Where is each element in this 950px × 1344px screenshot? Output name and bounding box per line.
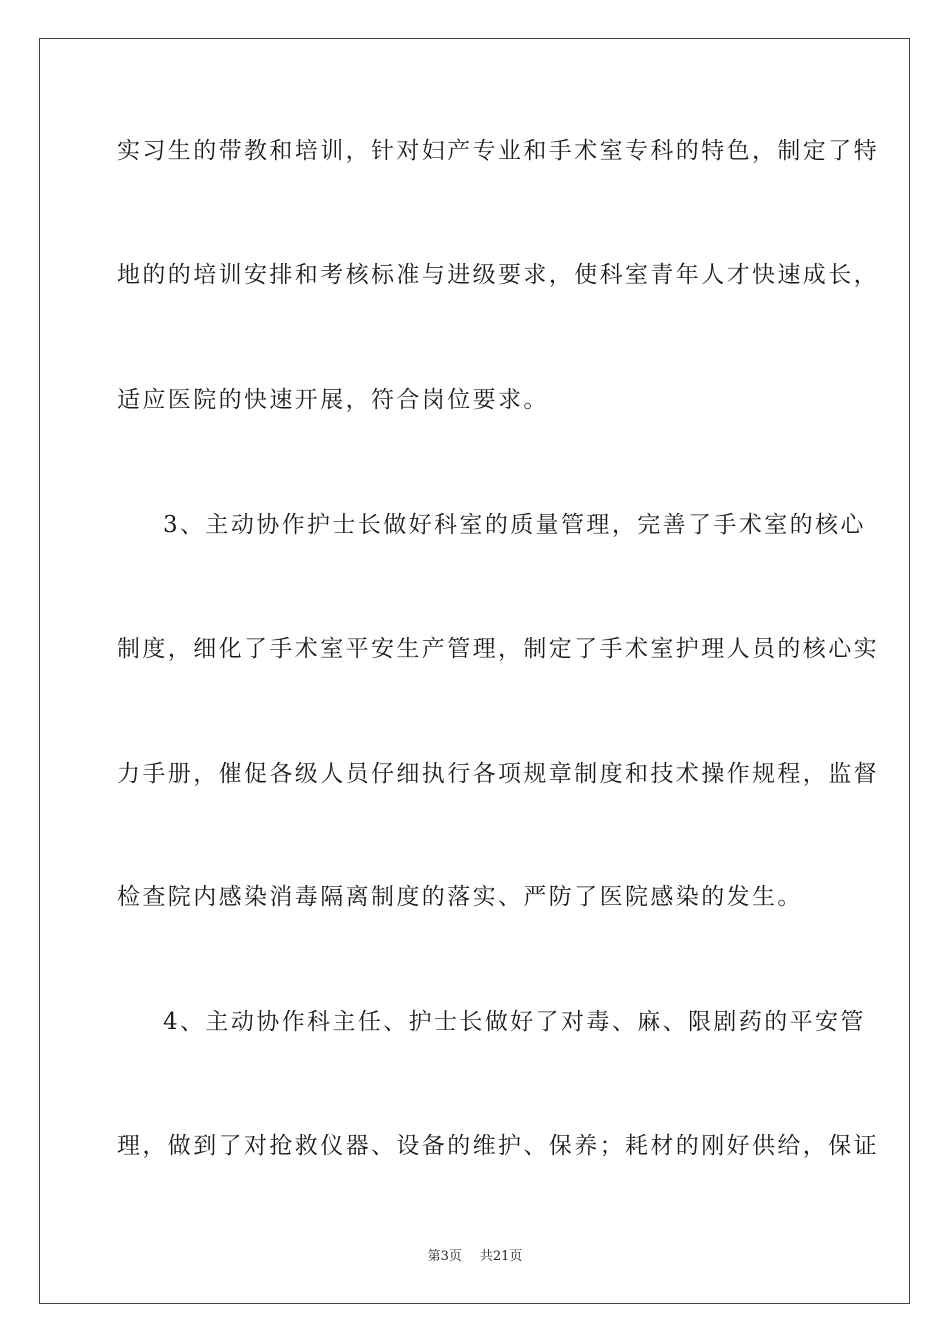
page-number: 第3页 [427, 1249, 462, 1264]
page-border [39, 38, 910, 1304]
paragraph-4-start: 4、主动协作科主任、护士长做好了对毒、麻、限剧药的平安管 [163, 1009, 866, 1035]
body-text-line: 制度，细化了手术室平安生产管理，制定了手术室护理人员的核心实 [117, 636, 879, 662]
body-text-line: 力手册，催促各级人员仔细执行各项规章制度和技术操作规程，监督 [117, 761, 879, 787]
paragraph-3-start: 3、主动协作护士长做好科室的质量管理，完善了手术室的核心 [163, 512, 866, 538]
body-text-line: 适应医院的快速开展，符合岗位要求。 [117, 387, 549, 413]
body-text-line: 检查院内感染消毒隔离制度的落实、严防了医院感染的发生。 [117, 884, 803, 910]
body-text-line: 实习生的带教和培训，针对妇产专业和手术室专科的特色，制定了特 [117, 138, 879, 164]
body-text-line: 理，做到了对抢救仪器、设备的维护、保养；耗材的刚好供给，保证 [117, 1133, 879, 1159]
page-footer [0, 1249, 950, 1265]
total-pages: 共21页 [479, 1249, 523, 1264]
body-text-line: 地的的培训安排和考核标准与进级要求，使科室青年人才快速成长， [117, 262, 879, 288]
